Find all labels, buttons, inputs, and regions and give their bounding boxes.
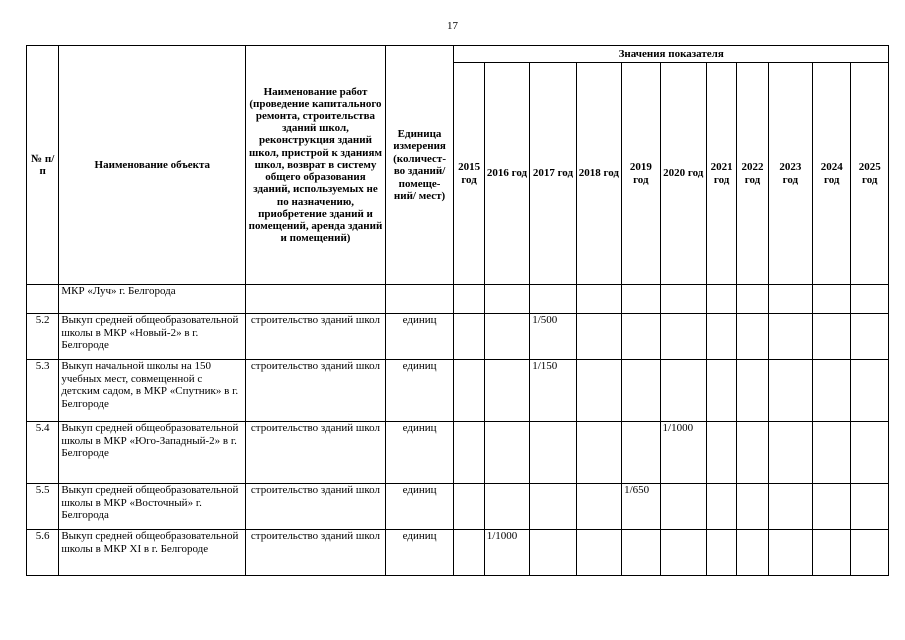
- row-year-value: [576, 314, 621, 360]
- row-object-name: Выкуп средней общеобразовательной школы в МКР XI в г. Белгороде: [59, 530, 246, 576]
- row-year-value: [622, 530, 660, 576]
- row-year-value: [706, 422, 736, 484]
- table-row: [27, 530, 889, 576]
- row-year-value: [737, 484, 768, 530]
- header-works: Наименование работ (проведение капитального ремонта, строительства зданий школ, реконструкция зданий школ, пристрой к зданиям школ, возврат в систему общего образования зданий, используемых не по назначению, приобретение зданий и помещений, аренда зданий и помещений): [246, 46, 385, 285]
- row-unit: единиц: [385, 422, 454, 484]
- row-year-value: 1/650: [622, 484, 660, 530]
- row-year-value: [851, 530, 889, 576]
- row-year-value: [813, 484, 851, 530]
- row-year-value: [484, 314, 529, 360]
- row-works: строительство зданий школ: [246, 360, 385, 422]
- row-year-value: [530, 422, 576, 484]
- row-year-value: [706, 314, 736, 360]
- row-works: строительство зданий школ: [246, 314, 385, 360]
- row-object-name: Выкуп средней общеобразовательной школы в МКР «Восточный» г. Белгорода: [59, 484, 246, 530]
- indicator-table: [26, 45, 889, 576]
- row-works: строительство зданий школ: [246, 422, 385, 484]
- table-row: [27, 484, 889, 530]
- row-year-value: [622, 285, 660, 314]
- row-year-value: [576, 360, 621, 422]
- header-unit: Единица измерения (количест-во зданий/ помеще-ний/ мест): [385, 46, 454, 285]
- row-year-value: [768, 530, 812, 576]
- header-year: 2016 год: [484, 63, 529, 285]
- row-year-value: [768, 285, 812, 314]
- row-year-value: [454, 285, 484, 314]
- row-year-value: [706, 360, 736, 422]
- row-year-value: [660, 530, 706, 576]
- row-year-value: [622, 422, 660, 484]
- page-number: 17: [447, 20, 458, 32]
- row-object-name: Выкуп средней общеобразовательной школы в МКР «Новый-2» в г. Белгороде: [59, 314, 246, 360]
- row-year-value: [768, 314, 812, 360]
- row-unit: единиц: [385, 484, 454, 530]
- table-row: [27, 360, 889, 422]
- row-year-value: [851, 484, 889, 530]
- row-year-value: [484, 360, 529, 422]
- row-year-value: [737, 422, 768, 484]
- row-year-value: [454, 314, 484, 360]
- row-year-value: [851, 422, 889, 484]
- row-year-value: [530, 484, 576, 530]
- row-year-value: [851, 360, 889, 422]
- row-unit: единиц: [385, 360, 454, 422]
- row-year-value: [484, 285, 529, 314]
- row-year-value: [706, 484, 736, 530]
- table-header: [27, 46, 889, 285]
- header-object-name: Наименование объекта: [59, 46, 246, 285]
- row-year-value: [576, 285, 621, 314]
- row-object-name: МКР «Луч» г. Белгорода: [59, 285, 246, 314]
- header-values-group: Значения показателя: [454, 46, 889, 63]
- row-year-value: [813, 422, 851, 484]
- row-year-value: [768, 484, 812, 530]
- row-year-value: 1/150: [530, 360, 576, 422]
- row-year-value: [576, 484, 621, 530]
- header-year: 2023 год: [768, 63, 812, 285]
- table-body: [27, 285, 889, 576]
- header-year: 2021 год: [706, 63, 736, 285]
- row-year-value: [768, 422, 812, 484]
- row-works: строительство зданий школ: [246, 530, 385, 576]
- row-unit: [385, 285, 454, 314]
- row-year-value: [737, 285, 768, 314]
- row-unit: единиц: [385, 314, 454, 360]
- header-year: 2022 год: [737, 63, 768, 285]
- row-object-name: Выкуп начальной школы на 150 учебных мест, совмещенной с детским садом, в МКР «Спутник» в г. Белгороде: [59, 360, 246, 422]
- row-object-name: Выкуп средней общеобразовательной школы в МКР «Юго-Западный-2» в г. Белгороде: [59, 422, 246, 484]
- row-year-value: [660, 484, 706, 530]
- row-year-value: [530, 530, 576, 576]
- row-year-value: [576, 422, 621, 484]
- header-num: № п/п: [27, 46, 59, 285]
- row-year-value: [484, 484, 529, 530]
- row-year-value: [530, 285, 576, 314]
- row-works: строительство зданий школ: [246, 484, 385, 530]
- row-year-value: [851, 314, 889, 360]
- row-num: 5.5: [27, 484, 59, 530]
- row-num: 5.4: [27, 422, 59, 484]
- row-unit: единиц: [385, 530, 454, 576]
- row-num: 5.2: [27, 314, 59, 360]
- row-year-value: [706, 530, 736, 576]
- table-row: [27, 422, 889, 484]
- row-year-value: [768, 360, 812, 422]
- row-works: [246, 285, 385, 314]
- row-year-value: [484, 422, 529, 484]
- row-year-value: 1/500: [530, 314, 576, 360]
- row-num: 5.6: [27, 530, 59, 576]
- row-year-value: [737, 530, 768, 576]
- row-year-value: [622, 360, 660, 422]
- row-year-value: [813, 530, 851, 576]
- table-row: [27, 314, 889, 360]
- row-year-value: [737, 360, 768, 422]
- row-year-value: [706, 285, 736, 314]
- row-num: 5.3: [27, 360, 59, 422]
- row-year-value: [660, 360, 706, 422]
- row-year-value: [813, 285, 851, 314]
- row-year-value: [454, 530, 484, 576]
- row-year-value: [454, 484, 484, 530]
- row-year-value: [737, 314, 768, 360]
- row-num: [27, 285, 59, 314]
- row-year-value: [660, 285, 706, 314]
- row-year-value: [851, 285, 889, 314]
- header-year: 2017 год: [530, 63, 576, 285]
- row-year-value: [660, 314, 706, 360]
- row-year-value: [813, 360, 851, 422]
- header-year: 2015 год: [454, 63, 484, 285]
- header-year: 2018 год: [576, 63, 621, 285]
- row-year-value: 1/1000: [660, 422, 706, 484]
- header-year: 2024 год: [813, 63, 851, 285]
- row-year-value: [813, 314, 851, 360]
- row-year-value: [576, 530, 621, 576]
- row-year-value: [454, 360, 484, 422]
- header-year: 2025 год: [851, 63, 889, 285]
- table-row: [27, 285, 889, 314]
- header-year: 2020 год: [660, 63, 706, 285]
- header-year: 2019 год: [622, 63, 660, 285]
- row-year-value: [622, 314, 660, 360]
- row-year-value: [454, 422, 484, 484]
- row-year-value: 1/1000: [484, 530, 529, 576]
